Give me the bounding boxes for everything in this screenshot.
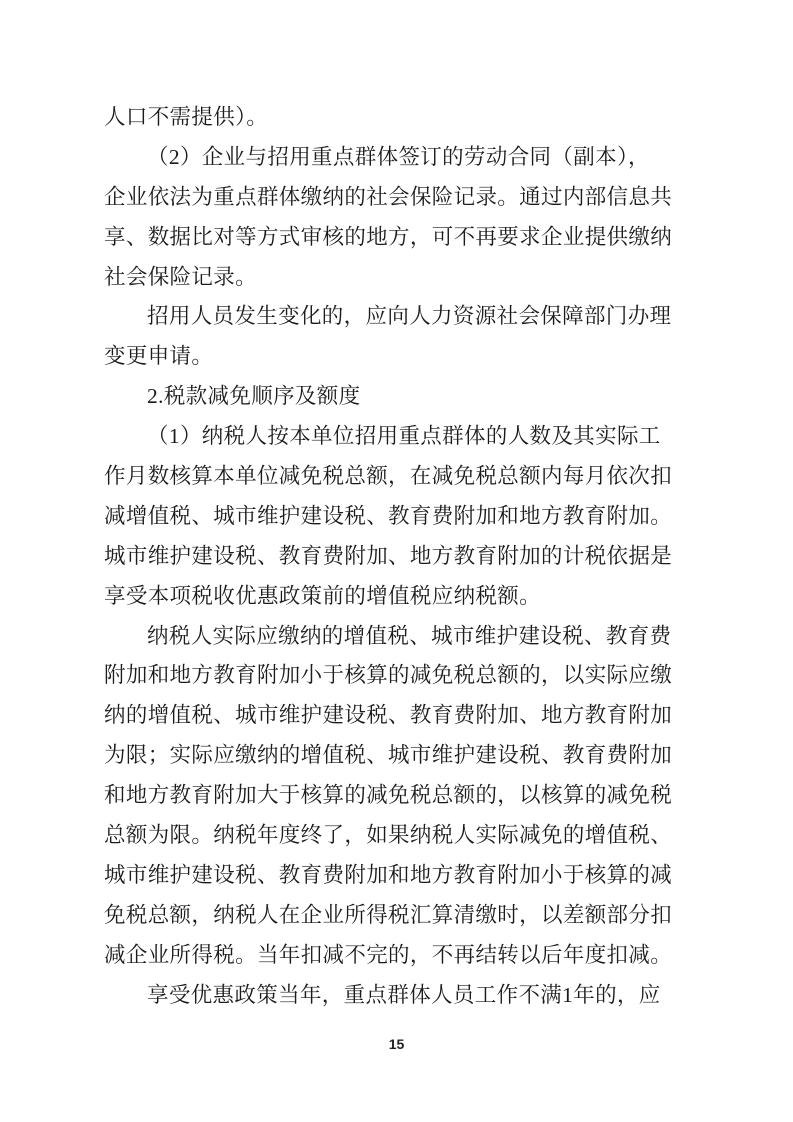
text-line: 免税总额，纳税人在企业所得税汇算清缴时，以差额部分扣 [104,902,673,927]
text-line: 纳的增值税、城市维护建设税、教育费附加、地方教育附加 [104,703,673,728]
text-line: 为限；实际应缴纳的增值税、城市维护建设税、教育费附加 [104,743,673,768]
text-line: 纳税人实际应缴纳的增值税、城市维护建设税、教育费 [147,623,672,648]
text-line: 附加和地方教育附加小于核算的减免税总额的，以实际应缴 [104,663,673,688]
text-line: 作月数核算本单位减免税总额，在减免税总额内每月依次扣 [104,464,673,489]
text-line: 总额为限。纳税年度终了，如果纳税人实际减免的增值税、 [104,823,673,848]
document-body [104,98,672,1015]
text-line: 和地方教育附加大于核算的减免税总额的，以核算的减免税 [104,783,673,808]
text-line: 减企业所得税。当年扣减不完的，不再结转以后年度扣减。 [104,942,673,967]
text-line: 城市维护建设税、教育费附加、地方教育附加的计税依据是 [104,543,673,568]
text-line: 享、数据比对等方式审核的地方，可不再要求企业提供缴纳 [104,224,673,249]
text-line: 社会保险记录。 [104,264,257,289]
text-line: 企业依法为重点群体缴纳的社会保险记录。通过内部信息共 [104,184,673,209]
text-line: 2.税款减免顺序及额度 [147,384,361,409]
text-line: 享受优惠政策当年，重点群体人员工作不满1年的，应 [147,982,661,1007]
text-line: 城市维护建设税、教育费附加和地方教育附加小于核算的减 [104,862,673,887]
text-line: （2）企业与招用重点群体签订的劳动合同（副本）， [147,144,650,169]
text-line: 变更申请。 [104,344,214,369]
page-number: 15 [388,1036,405,1052]
text-line: 招用人员发生变化的，应向人力资源社会保障部门办理 [147,304,672,329]
text-line: 人口不需提供）。 [104,105,269,129]
text-line: 享受本项税收优惠政策前的增值税应纳税额。 [104,583,542,608]
text-line: 减增值税、城市维护建设税、教育费附加和地方教育附加。 [104,503,673,528]
text-line: （1）纳税人按本单位招用重点群体的人数及其实际工 [147,424,661,449]
